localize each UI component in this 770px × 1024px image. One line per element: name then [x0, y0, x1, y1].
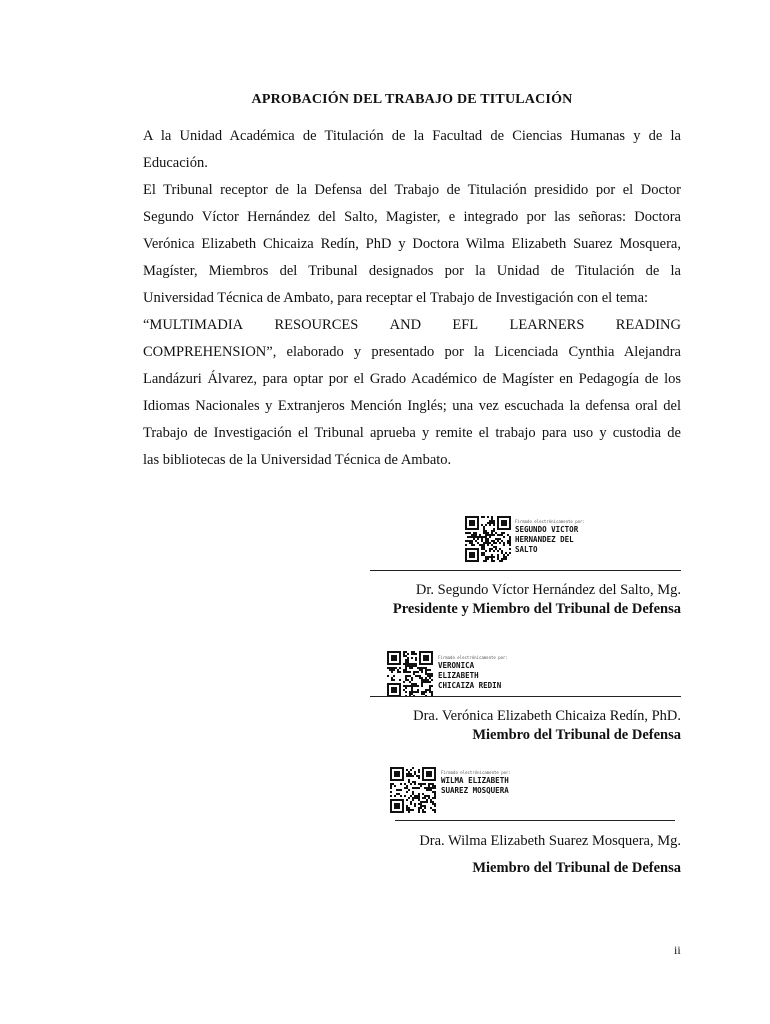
theme-line: [143, 312, 681, 339]
intro-line-1: A la Unidad Académica de Titulación de la Facultad de Ciencias Humanas y de la: [143, 128, 681, 144]
stamp-caption: Firmado electrónicamente por:: [515, 519, 585, 524]
qr-code-icon: [390, 767, 436, 813]
theme-line-6: las bibliotecas de la Universidad Técnica de Ambato.: [143, 452, 452, 468]
signature-line: [370, 696, 681, 697]
qr-code-icon: [387, 651, 433, 697]
stamp-name-line: ELIZABETH: [438, 671, 479, 680]
stamp-name-line: HERNANDEZ DEL: [515, 535, 574, 544]
signer-role: Miembro del Tribunal de Defensa: [472, 860, 681, 876]
theme-line-5: Trabajo de Investigación el Tribunal aprueba y remite el trabajo para uso y custodia de: [143, 425, 681, 441]
intro-line-2: Educación.: [143, 155, 208, 171]
signature-stamp: [438, 655, 508, 691]
theme-word: EFL: [452, 317, 479, 333]
tribunal-line-1: El Tribunal receptor de la Defensa del Trabajo de Titulación presidido por el Doctor: [143, 182, 681, 198]
signer-name: Dra. Verónica Elizabeth Chicaiza Redín, PhD.: [413, 708, 681, 724]
theme-line-4: Idiomas Nacionales y Extranjeros Mención Inglés; una vez escuchada la defensa oral del: [143, 398, 681, 414]
tribunal-line-5: Universidad Técnica de Ambato, para receptar el Trabajo de Investigación con el tema:: [143, 290, 649, 306]
page-number: ii: [674, 943, 681, 957]
signer-name: Dra. Wilma Elizabeth Suarez Mosquera, Mg.: [419, 833, 681, 849]
theme-word: “MULTIMADIA: [143, 317, 244, 333]
tribunal-line-3: Verónica Elizabeth Chicaiza Redín, PhD y Doctora Wilma Elizabeth Suarez Mosquera,: [143, 236, 681, 252]
tribunal-line-4: Magíster, Miembros del Tribunal designados por la Unidad de Titulación de la: [143, 263, 681, 279]
signature-stamp: [515, 519, 585, 555]
signature-line: [395, 820, 675, 821]
theme-word: AND: [389, 317, 422, 333]
qr-code-icon: [465, 516, 511, 562]
theme-word: RESOURCES: [274, 317, 359, 333]
signer-role: Presidente y Miembro del Tribunal de Defensa: [392, 601, 681, 617]
page-title: APROBACIÓN DEL TRABAJO DE TITULACIÓN: [251, 92, 573, 107]
stamp-name-line: VERONICA: [438, 661, 475, 670]
stamp-name-line: CHICAIZA REDIN: [438, 681, 502, 690]
theme-word: LEARNERS: [509, 317, 585, 333]
signer-role: Miembro del Tribunal de Defensa: [472, 727, 681, 743]
stamp-name-line: SALTO: [515, 545, 538, 554]
intro-paragraph: [143, 123, 681, 177]
theme-line-3: Landázuri Álvarez, para optar por el Grado Académico de Magíster en Pedagogía de los: [143, 371, 681, 387]
stamp-name-line: SEGUNDO VICTOR: [515, 525, 579, 534]
theme-word: READING: [615, 317, 681, 333]
signature-line: [370, 570, 681, 571]
stamp-caption: Firmado electrónicamente por:: [441, 770, 511, 775]
tribunal-paragraph: [143, 177, 681, 474]
tribunal-line-2: Segundo Víctor Hernández del Salto, Magister, e integrado por las señoras: Doctora: [143, 209, 681, 225]
stamp-name-line: SUAREZ MOSQUERA: [441, 786, 509, 795]
stamp-name-line: WILMA ELIZABETH: [441, 776, 509, 785]
theme-line-2: COMPREHENSION”, elaborado y presentado por la Licenciada Cynthia Alejandra: [143, 344, 681, 360]
signer-name: Dr. Segundo Víctor Hernández del Salto, Mg.: [415, 582, 681, 598]
stamp-caption: Firmado electrónicamente por:: [438, 655, 508, 660]
signature-stamp: [441, 770, 511, 796]
